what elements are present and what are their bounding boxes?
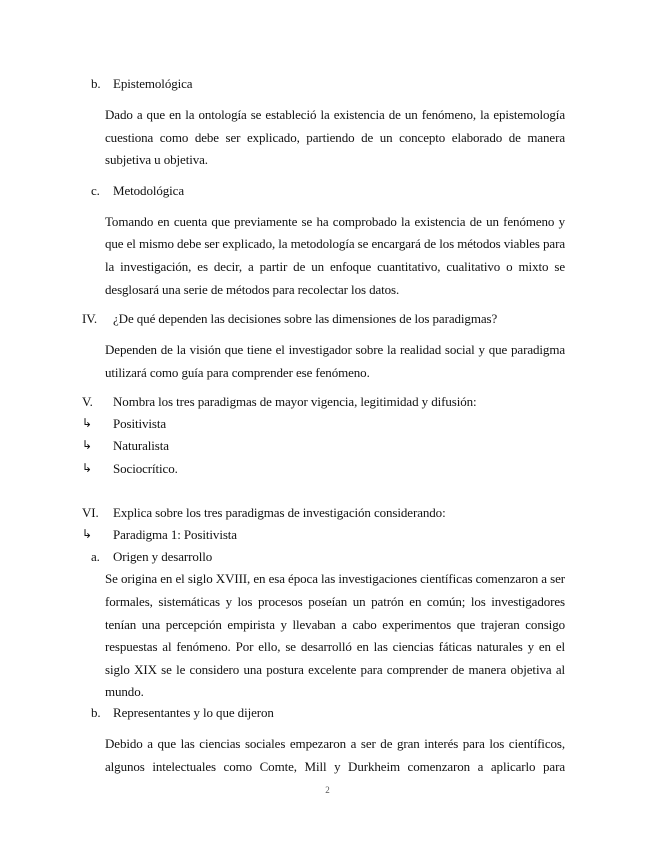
section-c-heading: Metodológica	[113, 183, 185, 198]
section-c-line-1: Tomando en cuenta que previamente se ha comprobado la existencia de un fenómeno y	[105, 214, 565, 229]
paradigm-1-heading: Paradigma 1: Positivista	[113, 527, 237, 542]
section-c-line-2: que el mismo debe ser explicado, la metodología se encargará de los métodos viables para	[105, 236, 565, 251]
page-number: 2	[325, 785, 330, 795]
sub-b-heading: Representantes y lo que dijeron	[113, 705, 274, 720]
sub-a-heading: Origen y desarrollo	[113, 549, 213, 564]
q4-question: ¿De qué dependen las decisiones sobre las dimensiones de los paradigmas?	[113, 311, 498, 326]
sub-a-line-1: Se origina en el siglo XVIII, en esa época las investigaciones científicas comenzaron a ser	[105, 571, 565, 586]
sub-b-marker: b.	[91, 705, 101, 720]
q5-marker: V.	[82, 394, 93, 409]
sub-a-line-4: respuestas al fenómeno. Por ello, se desarrolló en las ciencias fáticas naturales y en el	[105, 639, 565, 654]
q4-answer-line-1: Dependen de la visión que tiene el investigador sobre la realidad social y que paradigma	[105, 342, 565, 357]
paradigm-item-2: Naturalista	[113, 438, 169, 453]
sub-a-line-6: mundo.	[105, 684, 144, 699]
paradigm-item-1: Positivista	[113, 416, 167, 431]
sub-a-line-5: siglo XIX se le considero una postura excelente para comprender de manera objetiva al	[105, 662, 565, 677]
bullet-arrow-icon: ↳	[82, 438, 92, 452]
sub-a-line-3: tenían una percepción empirista y llevaban a cabo experimentos que trajeran consigo	[105, 617, 565, 632]
section-c-line-3: la investigación, es decir, a partir de un enfoque cuantitativo, cualitativo o mixto se	[105, 259, 565, 274]
section-b-line-2: cuestiona como debe ser explicado, partiendo de un concepto elaborado de manera	[105, 130, 565, 145]
bullet-arrow-icon: ↳	[82, 416, 92, 430]
q5-question: Nombra los tres paradigmas de mayor vigencia, legitimidad y difusión:	[113, 394, 477, 409]
section-b-line-3: subjetiva u objetiva.	[105, 152, 208, 167]
section-c-marker: c.	[91, 183, 100, 198]
sub-b-line-1: Debido a que las ciencias sociales empezaron a ser de gran interés para los científicos,	[105, 736, 565, 751]
q6-question: Explica sobre los tres paradigmas de investigación considerando:	[113, 505, 446, 520]
q4-marker: IV.	[82, 311, 97, 326]
paradigm-item-3: Sociocrítico.	[113, 461, 178, 476]
sub-a-line-2: formales, sistemáticas y los procesos poseían un patrón en común; los investigadores	[105, 594, 565, 609]
q6-marker: VI.	[82, 505, 99, 520]
sub-b-line-2: algunos intelectuales como Comte, Mill y Durkheim comenzaron a aplicarlo para	[105, 759, 565, 774]
q4-answer-line-2: utilizará como guía para comprender ese fenómeno.	[105, 365, 370, 380]
section-b-marker: b.	[91, 76, 101, 91]
bullet-arrow-icon: ↳	[82, 527, 92, 541]
section-b-line-1: Dado a que en la ontología se estableció la existencia de un fenómeno, la epistemología	[105, 107, 565, 122]
sub-a-marker: a.	[91, 549, 100, 564]
bullet-arrow-icon: ↳	[82, 461, 92, 475]
section-b-heading: Epistemológica	[113, 76, 193, 91]
section-c-line-4: desglosará una serie de métodos para recolectar los datos.	[105, 282, 400, 297]
